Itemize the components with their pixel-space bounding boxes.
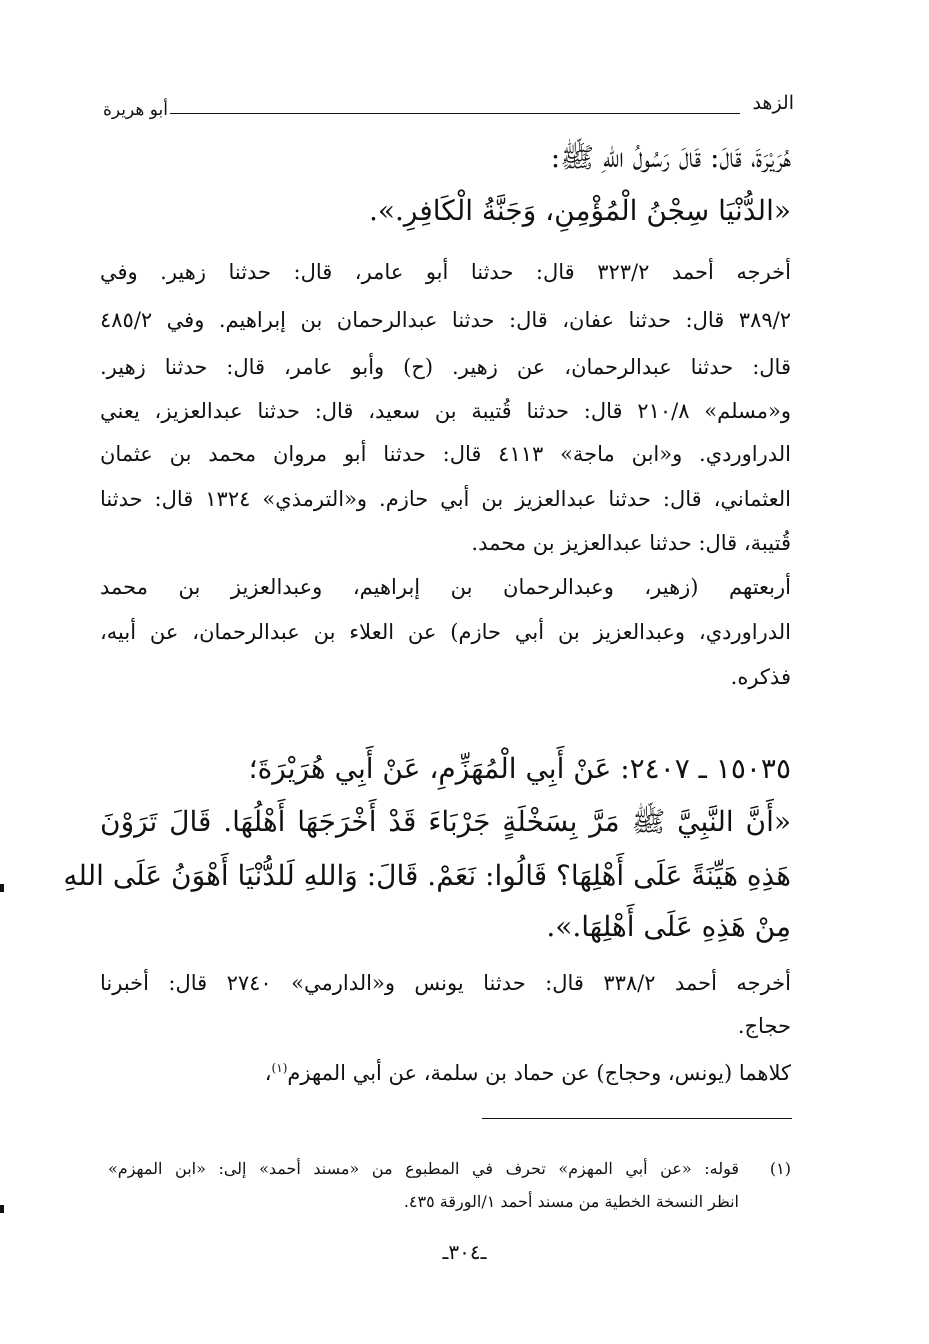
takhrij-line: أخرجه أحمد ٣٣٨/٢ قال: حدثنا يونس و«الدارمي» ٢٧٤٠ قال: أخبرنا xyxy=(100,971,791,995)
scan-edge-mark xyxy=(0,1205,4,1213)
isnad-line: فذكره. xyxy=(730,665,791,689)
takhrij-line: العثماني، قال: حدثنا عبدالعزيز بن أبي حازم. و«الترمذي» ١٣٢٤ قال: حدثنا xyxy=(100,487,791,511)
takhrij-line: و«مسلم» ٢١٠/٨ قال: حدثنا قُتيبة بن سعيد، قال: حدثنا عبدالعزيز، يعني xyxy=(100,399,791,423)
takhrij-line: أخرجه أحمد ٣٢٣/٢ قال: حدثنا أبو عامر، قال: حدثنا زهير. وفي xyxy=(100,260,791,284)
header-rule xyxy=(170,113,740,114)
footnote-line: قوله: «عن أبي المهزم» تحرف في المطبوع من «مسند أحمد» إلى: «ابن المهزم» xyxy=(108,1159,739,1178)
takhrij-line: حجاج. xyxy=(737,1014,791,1038)
footnote-number: (١) xyxy=(769,1159,791,1178)
isnad-line: الدراوردي، وعبدالعزيز بن أبي حازم) عن العلاء بن عبدالرحمان، عن أبيه، xyxy=(100,620,791,644)
hadith-heading-line: ١٥٠٣٥ ـ ٢٤٠٧: عَنْ أَبِي الْمُهَزِّمِ، عَنْ أَبِي هُرَيْرَةَ؛ xyxy=(248,752,791,785)
takhrij-line: قال: حدثنا عبدالرحمان، عن زهير. (ح) وأبو عامر، قال: حدثنا زهير. xyxy=(100,355,791,379)
hadith-line: هَذِهِ هَيِّنَةً عَلَى أَهْلِهَا؟ قَالُوا: نَعَمْ. قَالَ: وَاللهِ لَلدُّنْيَا أَهْوَنُ عَلَى اللهِ xyxy=(63,859,791,892)
footnote-line: انظر النسخة الخطية من مسند أحمد ١/الورقة ٤٣٥. xyxy=(403,1192,739,1211)
isnad-line: أربعتهم (زهير، وعبدالرحمان بن إبراهيم، وعبدالعزيز بن محمد xyxy=(100,575,791,599)
hadith-line: مِنْ هَذِهِ عَلَى أَهْلِهَا.». xyxy=(546,910,791,943)
header-narrator: أبو هريرة xyxy=(103,100,169,120)
isnad-comma: ، xyxy=(264,1061,272,1085)
hadith-line: «أَنَّ النَّبِيَّ ﷺ مَرَّ بِسَخْلَةٍ جَرْبَاءَ قَدْ أَخْرَجَهَا أَهْلُهَا. قَالَ تَرَوْنَ xyxy=(100,805,791,838)
scan-edge-mark xyxy=(0,884,4,892)
header-section-title: الزهد xyxy=(752,92,794,114)
takhrij-line: الدراوردي. و«ابن ماجة» ٤١١٣ قال: حدثنا أبو مروان محمد بن عثمان xyxy=(100,442,791,466)
isnad-text: كلاهما (يونس، وحجاج) عن حماد بن سلمة، عن أبي المهزم xyxy=(287,1061,791,1085)
page-number: ـ٣٠٤ـ xyxy=(442,1240,487,1264)
isnad-line xyxy=(265,1062,791,1084)
hadith-line: هُرَيْرَةَ، قَالَ: قَالَ رَسُولُ اللهِ ﷺ: xyxy=(550,141,791,174)
footnote-reference[interactable]: (١) xyxy=(271,1061,288,1075)
footnote-rule xyxy=(482,1118,792,1119)
takhrij-line: قُتيبة، قال: حدثنا عبدالعزيز بن محمد. xyxy=(471,531,791,555)
takhrij-line: ٣٨٩/٢ قال: حدثنا عفان، قال: حدثنا عبدالرحمان بن إبراهيم. وفي ٤٨٥/٢ xyxy=(100,308,791,332)
hadith-line: «الدُّنْيَا سِجْنُ الْمُؤْمِنِ، وَجَنَّةُ الْكَافِرِ.». xyxy=(368,194,791,227)
